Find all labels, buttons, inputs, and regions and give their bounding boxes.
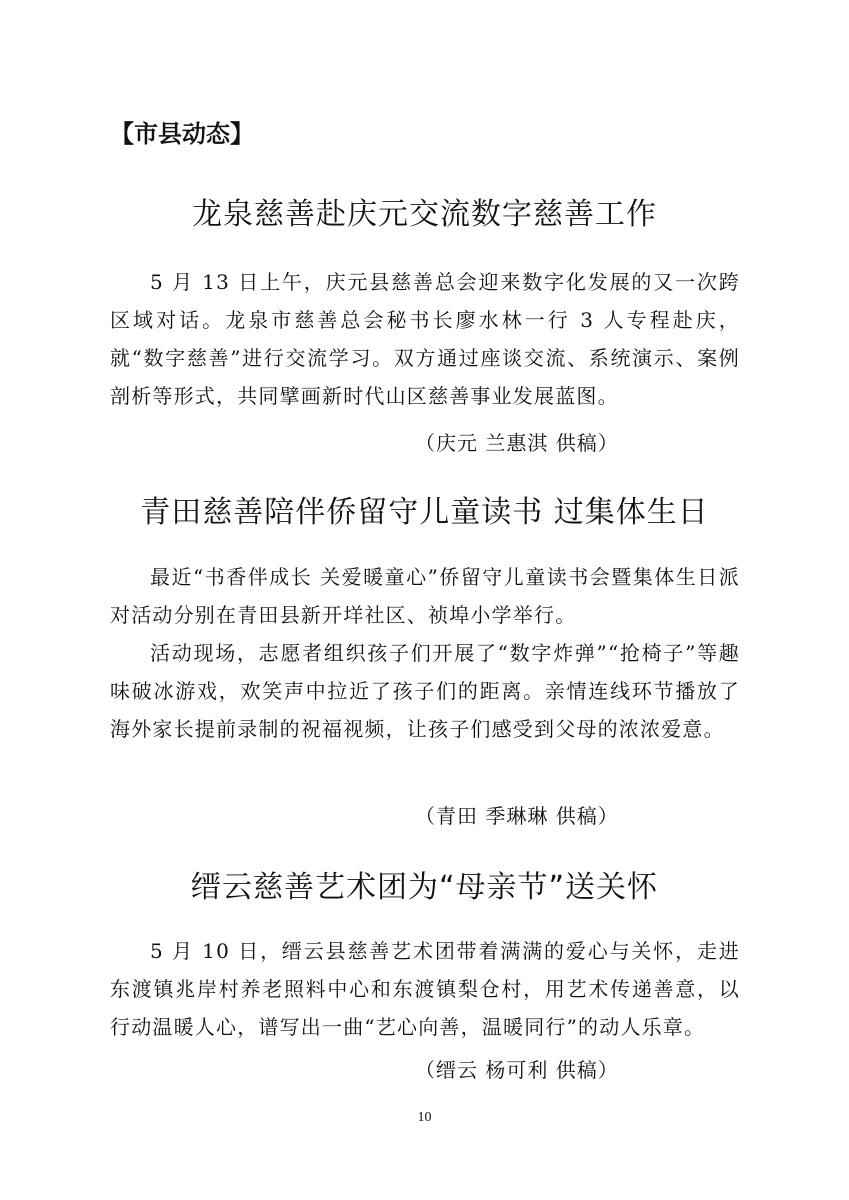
article-body-qingtian	[110, 558, 740, 748]
article-title-qingtian: 青田慈善陪伴侨留守儿童读书 过集体生日	[140, 495, 709, 530]
article-credit-longquan: （庆元 兰惠淇 供稿）	[415, 431, 619, 455]
article-title-jinyun: 缙云慈善艺术团为“母亲节”送关怀	[190, 870, 659, 905]
paragraph: 5 月 10 日，缙云县慈善艺术团带着满满的爱心与关怀，走进东渡镇兆岸村养老照料中心和东渡镇梨仓村，用艺术传递善意，以行动温暖人心，谱写出一曲“艺心向善，温暖同行”的动人乐章。	[110, 939, 740, 1039]
paragraph: 活动现场，志愿者组织孩子们开展了“数字炸弹”“抢椅子”等趣味破冰游戏，欢笑声中拉近了孩子们的距离。亲情连线环节播放了海外家长提前录制的祝福视频，让孩子们感受到父母的浓浓爱意。	[110, 641, 740, 741]
paragraph: 5 月 13 日上午，庆元县慈善总会迎来数字化发展的又一次跨区域对话。龙泉市慈善总会秘书长廖水林一行 3 人专程赴庆，就“数字慈善”进行交流学习。双方通过座谈交流、系统演示、案例剖析等形式，共同擘画新时代山区慈善事业发展蓝图。	[110, 270, 740, 408]
page-number: 10	[417, 1110, 432, 1125]
article-body-jinyun	[110, 932, 740, 1046]
article-credit-jinyun: （缙云 杨可利 供稿）	[415, 1058, 619, 1082]
article-title-longquan: 龙泉慈善赴庆元交流数字慈善工作	[192, 197, 657, 232]
article-credit-qingtian: （青田 季琳琳 供稿）	[415, 804, 619, 828]
paragraph: 最近“书香伴成长 关爱暖童心”侨留守儿童读书会暨集体生日派对活动分别在青田县新开垟社区、祯埠小学举行。	[110, 565, 740, 627]
article-body-longquan	[110, 263, 740, 415]
section-tag: 【市县动态】	[110, 120, 254, 148]
